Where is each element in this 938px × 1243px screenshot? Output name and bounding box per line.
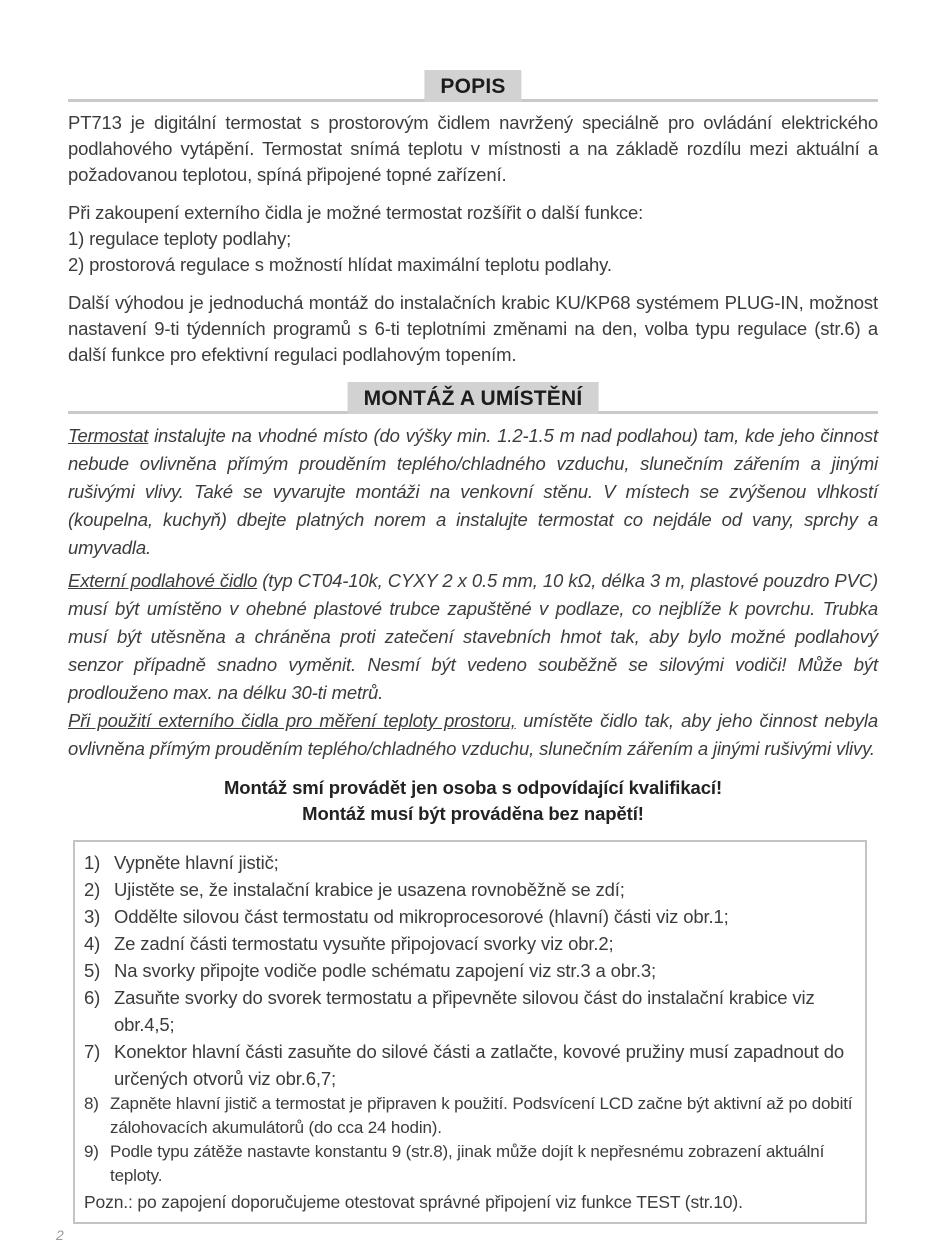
- step-3: [84, 903, 855, 930]
- external-sensor-text: umístěte čidlo tak, aby jeho činnost nebyla ovlivněna přímým prouděním teplého/chladného vzduchu, slunečním zářením a jinými rušivými vlivy.: [68, 710, 878, 759]
- popis-function-item-2: 2) prostorová regulace s možností hlídat maximální teplotu podlahy.: [68, 254, 612, 275]
- step-text: Na svorky připojte vodiče podle schématu zapojení viz str.3 a obr.3;: [114, 960, 657, 981]
- page-number: 2: [56, 1227, 64, 1243]
- step-number: 5): [84, 960, 101, 981]
- steps-note: Pozn.: po zapojení doporučujeme otestovat správné připojení viz funkce TEST (str.10).: [84, 1192, 743, 1212]
- section-title-popis: POPIS: [424, 70, 521, 102]
- step-number: 9): [84, 1142, 99, 1161]
- popis-paragraph-intro: PT713 je digitální termostat s prostorovým čidlem navržený speciálně pro ovládání elektrického podlahového vytápění. Termostat snímá teplotu v místnosti a na základě rozdílu mezi aktuální a požadovanou teplotou, spíná připojené topné zařízení.: [68, 112, 878, 185]
- step-text: Ze zadní části termostatu vysuňte připojovací svorky viz obr.2;: [114, 933, 614, 954]
- step-2: [84, 876, 855, 903]
- section-header-popis: [68, 70, 878, 102]
- external-sensor-lead: Při použití externího čidla pro měření teploty prostoru,: [68, 710, 516, 731]
- popis-functions-intro: Při zakoupení externího čidla je možné termostat rozšířit o další funkce:: [68, 202, 644, 223]
- step-6: [84, 984, 855, 1038]
- installation-steps-box: [73, 840, 867, 1224]
- step-text: Zasuňte svorky do svorek termostatu a připevněte silovou část do instalační krabice viz obr.4,5;: [114, 987, 815, 1035]
- popis-paragraph-advantages: Další výhodou je jednoduchá montáž do instalačních krabic KU/KP68 systémem PLUG-IN, možnost nastavení 9-ti týdenních programů s 6-ti teplotními změnami na den, volba typu regulace (str.6) a další funkce pro efektivní regulaci podlahovým topením.: [68, 292, 878, 365]
- thermostat-lead: Termostat: [68, 425, 149, 446]
- floor-sensor-text: (typ CT04-10k, CYXY 2 x 0.5 mm, 10 kΩ, délka 3 m, plastové pouzdro PVC) musí být umístěno v ohebné plastové trubce zapuštěné v podlaze, co nejblíže k povrchu. Trubka musí být utěsněna a chráněna proti zatečení stavebních hmot tak, aby bylo možné podlahový senzor případně snadno vyměnit. Nesmí být vedeno souběžně se silovými vodiči! Může být prodlouženo max. na délku 30-ti metrů.: [68, 570, 878, 703]
- popis-function-item-1: 1) regulace teploty podlahy;: [68, 228, 292, 249]
- step-number: 6): [84, 987, 101, 1008]
- montaz-paragraph-thermostat: [68, 422, 878, 562]
- step-number: 1): [84, 852, 101, 873]
- step-text: Oddělte silovou část termostatu od mikroprocesorové (hlavní) části viz obr.1;: [114, 906, 729, 927]
- step-4: [84, 930, 855, 957]
- step-text: Vypněte hlavní jistič;: [114, 852, 279, 873]
- warning-qualification: Montáž smí provádět jen osoba s odpovídající kvalifikací!: [223, 777, 723, 798]
- step-number: 3): [84, 906, 101, 927]
- step-9: [84, 1140, 855, 1188]
- section-title-montaz: MONTÁŽ A UMÍSTĚNÍ: [348, 382, 599, 414]
- montaz-paragraph-floor-sensor: [68, 567, 878, 707]
- step-number: 4): [84, 933, 101, 954]
- step-1: [84, 849, 855, 876]
- step-number: 2): [84, 879, 101, 900]
- section-header-montaz: [68, 382, 878, 414]
- thermostat-text: instalujte na vhodné místo (do výšky min. 1.2-1.5 m nad podlahou) tam, kde jeho činnost nebude ovlivněna přímým prouděním teplého/chladného vzduchu, slunečním zářením a jinými rušivými vlivy. Také se vyvarujte montáži na venkovní stěnu. V místech se zvýšenou vlhkostí (koupelna, kuchyň) dbejte platných norem a instalujte termostat co nejdále od vany, sprchy a umyvadla.: [68, 425, 878, 558]
- montaz-paragraph-external-sensor: [68, 707, 878, 763]
- step-number: 7): [84, 1041, 101, 1062]
- warning-no-voltage: Montáž musí být prováděna bez napětí!: [302, 803, 644, 824]
- step-7: [84, 1038, 855, 1092]
- step-text: Zapněte hlavní jistič a termostat je připraven k použití. Podsvícení LCD začne být aktivní až po dobití zálohovacích akumulátorů (do cca 24 hodin).: [110, 1094, 853, 1137]
- step-8: [84, 1092, 855, 1140]
- floor-sensor-lead: Externí podlahové čidlo: [68, 570, 258, 591]
- step-text: Ujistěte se, že instalační krabice je usazena rovnoběžně se zdí;: [114, 879, 625, 900]
- page-content: [56, 70, 878, 1243]
- step-text: Podle typu zátěže nastavte konstantu 9 (str.8), jinak může dojít k nepřesnému zobrazení aktuální teploty.: [110, 1142, 825, 1185]
- step-text: Konektor hlavní části zasuňte do silové části a zatlačte, kovové pružiny musí zapadnout do určených otvorů viz obr.6,7;: [114, 1041, 844, 1089]
- step-5: [84, 957, 855, 984]
- step-number: 8): [84, 1094, 99, 1113]
